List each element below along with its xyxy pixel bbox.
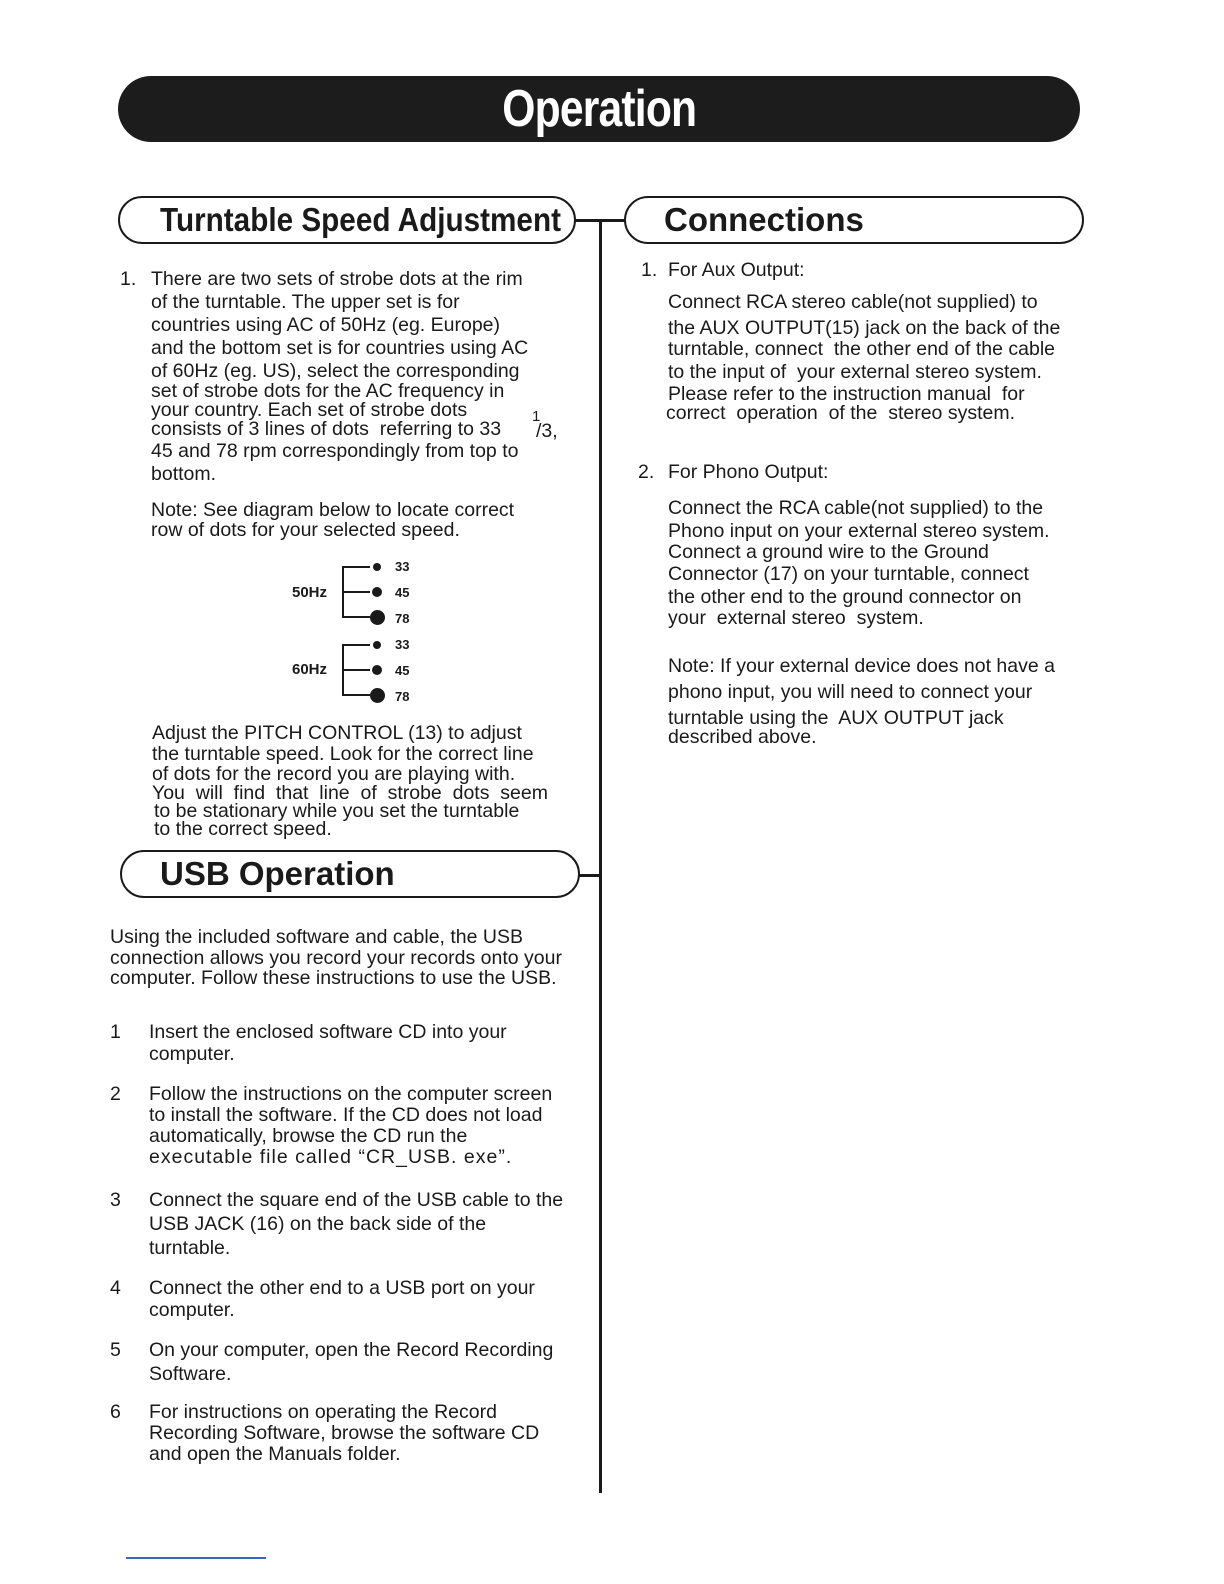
page-title-bar	[118, 76, 1080, 142]
strobe-dot-large	[370, 610, 385, 625]
divider-vertical	[599, 220, 602, 1493]
connector-line-usb	[578, 874, 600, 877]
strobe-dot-large	[370, 688, 385, 703]
section-heading-connections: Connections	[624, 196, 1084, 244]
strobe-group-label: 50Hz	[292, 584, 328, 601]
fraction-denominator: /3,	[536, 420, 558, 442]
strobe-dot-medium	[372, 587, 382, 597]
strobe-dot-small	[373, 641, 381, 649]
strobe-dot-small	[373, 563, 381, 571]
page-title: Operation	[501, 80, 696, 138]
strobe-group-label: 60Hz	[292, 661, 328, 678]
fraction-numerator: 1	[532, 408, 541, 425]
speed-item-number: 1.	[120, 268, 137, 290]
strobe-dot-medium	[372, 665, 382, 675]
connector-line-top	[574, 219, 626, 222]
section-heading-speed: Turntable Speed Adjustment	[118, 196, 576, 244]
section-heading-usb: USB Operation	[120, 850, 580, 898]
footer-rule	[126, 1557, 266, 1559]
